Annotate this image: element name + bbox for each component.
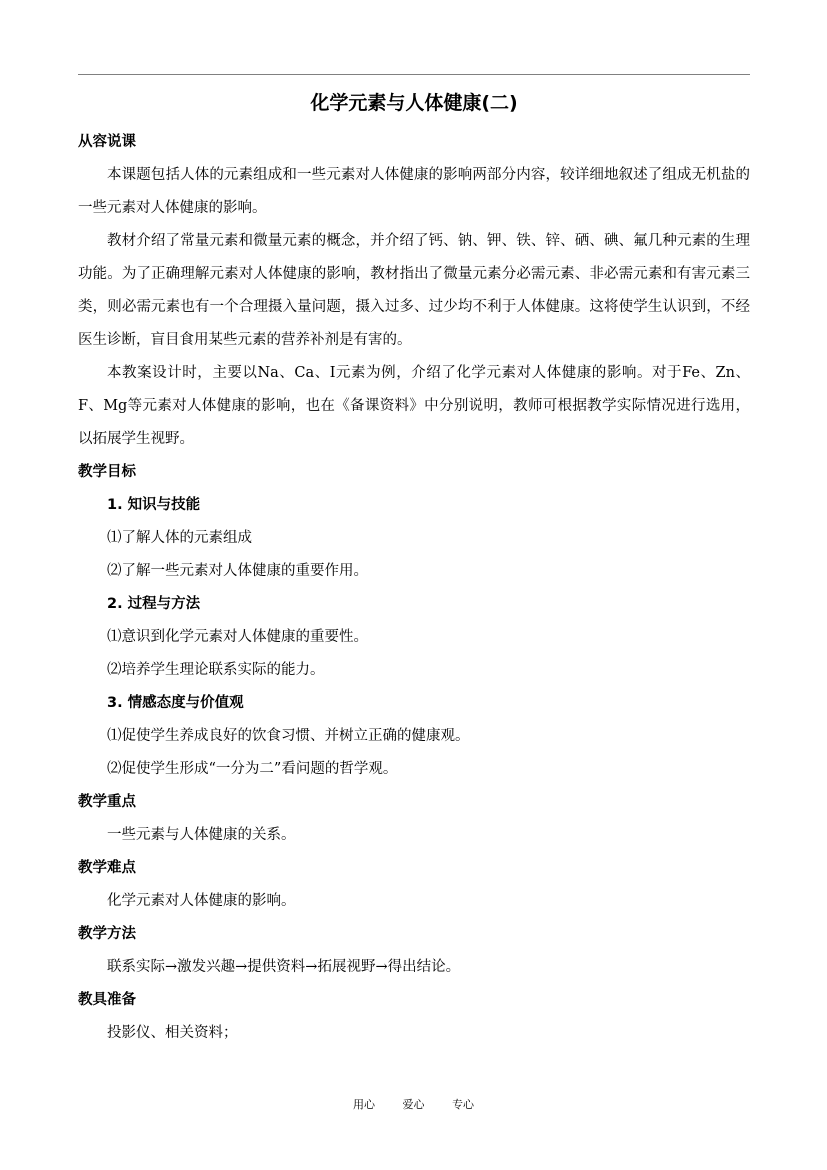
footer-text: 专心	[452, 1098, 474, 1111]
page-footer	[0, 1097, 827, 1113]
goal-group-title: 1. 知识与技能	[107, 497, 201, 513]
section-heading-key-points: 教学重点	[78, 794, 136, 810]
section-heading-methods: 教学方法	[78, 926, 136, 942]
goal-item: ⑴意识到化学元素对人体健康的重要性。	[107, 629, 368, 645]
document-title: 化学元素与人体健康(二)	[310, 92, 518, 114]
key-points-text: 一些元素与人体健康的关系。	[107, 827, 296, 843]
section-heading-goals: 教学目标	[78, 464, 136, 480]
difficulties-text: 化学元素对人体健康的影响。	[107, 893, 296, 909]
goal-item: ⑵培养学生理论联系实际的能力。	[107, 662, 325, 678]
methods-text: 联系实际→激发兴趣→提供资料→拓展视野→得出结论。	[107, 959, 461, 975]
materials-text: 投影仪、相关资料；	[107, 1025, 238, 1041]
goal-group-title: 3. 情感态度与价值观	[107, 695, 244, 711]
goal-item: ⑴促使学生养成良好的饮食习惯、并树立正确的健康观。	[107, 728, 470, 744]
header-rule	[78, 74, 750, 75]
paragraph: 教材介绍了常量元素和微量元素的概念，并介绍了钙、钠、钾、铁、锌、硒、碘、氟几种元素的生理功能。为了正确理解元素对人体健康的影响，教材指出了微量元素分必需元素、非必需元素和有害元素三类，则必需元素也有一个合理摄入量问题，摄入过多、过少均不利于人体健康。这将使学生认识到，不经医生诊断，盲目食用某些元素的营养补剂是有害的。	[78, 233, 750, 348]
goal-item: ⑵促使学生形成“一分为二”看问题的哲学观。	[107, 761, 398, 777]
section-heading-intro: 从容说课	[78, 134, 136, 150]
footer-text: 用心	[353, 1098, 375, 1111]
goal-group-title: 2. 过程与方法	[107, 596, 201, 612]
section-heading-materials: 教具准备	[78, 992, 136, 1008]
footer-text: 爱心	[402, 1098, 425, 1111]
goal-item: ⑵了解一些元素对人体健康的重要作用。	[107, 563, 368, 579]
section-heading-difficulties: 教学难点	[78, 860, 136, 876]
document-body	[78, 126, 750, 1050]
goal-item: ⑴了解人体的元素组成	[107, 530, 252, 546]
paragraph: 本教案设计时，主要以Na、Ca、I元素为例，介绍了化学元素对人体健康的影响。对于Fe、Zn、F、Mg等元素对人体健康的影响，也在《备课资料》中分别说明，教师可根据教学实际情况进行选用，以拓展学生视野。	[78, 365, 750, 447]
paragraph: 本课题包括人体的元素组成和一些元素对人体健康的影响两部分内容，较详细地叙述了组成无机盐的一些元素对人体健康的影响。	[78, 167, 750, 216]
